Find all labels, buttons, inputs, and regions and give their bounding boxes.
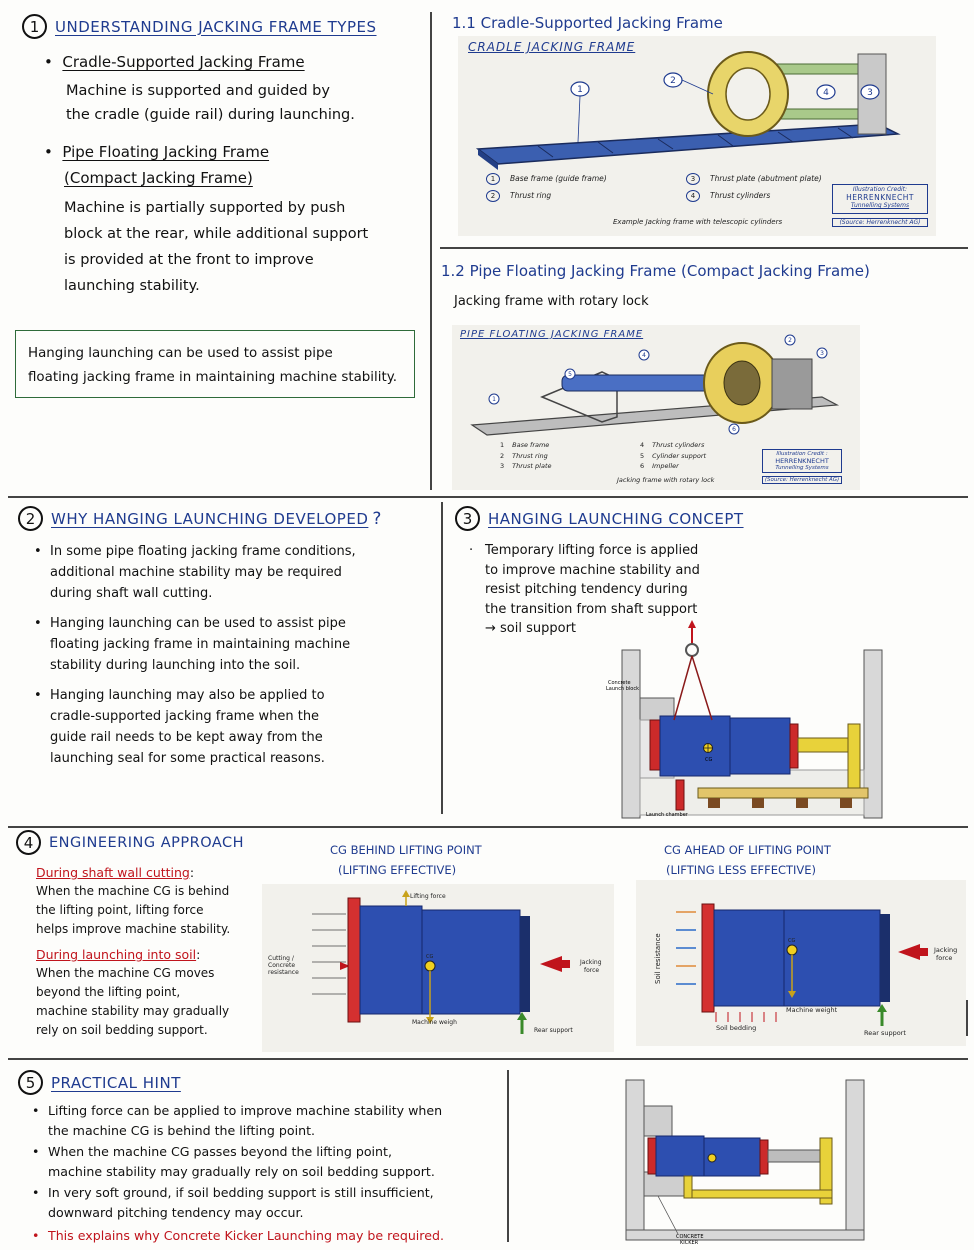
text-line: block at the rear, while additional support [64, 226, 369, 242]
cradle-figure [458, 36, 936, 236]
cg-label: CG [788, 938, 796, 944]
bullet-title: Cradle-Supported Jacking Frame [62, 53, 305, 71]
divider-v-mid [441, 502, 443, 814]
figure-a-title: CG BEHIND LIFTING POINT (LIFTING EFFECTIVE) [330, 843, 482, 877]
section-1 [22, 14, 422, 299]
rear-label: Rear support [534, 1027, 573, 1034]
credit-box: Illustration Credit: HERRENKNECHT Tunnelling Systems [832, 184, 928, 214]
weight-label: Machine weight [786, 1006, 838, 1014]
svg-text:6: 6 [732, 426, 736, 433]
lift-label: Lifting force [410, 893, 446, 900]
cg-label: CG [705, 757, 713, 763]
text-line: launching stability. [64, 278, 200, 294]
list-item: • In some pipe floating jacking frame conditions, additional machine stability may be required during shaft wall cutting. [34, 541, 438, 604]
divider-v-fig [966, 1000, 968, 1036]
legend-item: 4 Thrust cylinders [640, 441, 705, 449]
text-line: rely on soil bedding support. [36, 1023, 208, 1037]
legend [486, 170, 706, 204]
divider-h-bottom [8, 1058, 968, 1060]
text-line: machine stability may gradually [36, 1004, 230, 1018]
cut-label: Concrete [268, 962, 296, 969]
legend [500, 440, 552, 472]
legend-item: 4 Thrust cylinders [686, 187, 856, 204]
legend-item: 3 Thrust plate (abutment plate) [686, 170, 856, 187]
legend-item: 5 Cylinder support [640, 451, 707, 460]
section-number: 1 [22, 14, 47, 39]
text-line: Machine is partially supported by push [64, 200, 346, 216]
section-1-2-title: 1.2 Pipe Floating Jacking Frame (Compact Jacking Frame) [441, 262, 870, 280]
section-number: 5 [18, 1070, 43, 1095]
list-item: • Hanging launching may also be applied to cradle-supported jacking frame when the guide rail needs to be kept away from the launching seal for some practical reasons. [34, 685, 438, 769]
cradle-frame-drawing [458, 54, 936, 174]
cut-label: resistance [268, 969, 299, 976]
divider-h-top [8, 496, 968, 498]
section-title: PRACTICAL HINT [51, 1073, 181, 1092]
figure-a [262, 884, 614, 1052]
figure-b-title: CG AHEAD OF LIFTING POINT (LIFTING LESS EFFECTIVE) [664, 843, 831, 877]
note-line: Hanging launching can be used to assist pipe [28, 346, 333, 361]
floating-figure [452, 325, 860, 490]
jack-label: Jacking [580, 959, 602, 966]
bullet-list [34, 541, 438, 769]
text-line: the cradle (guide rail) during launching. [66, 107, 355, 123]
divider-h-mid [8, 826, 968, 828]
figure-caption: Jacking frame with rotary lock [617, 476, 715, 484]
text-line: helps improve machine stability. [36, 922, 231, 936]
bedding-label: Soil bedding [716, 1024, 757, 1032]
bullet-list [32, 1101, 508, 1246]
section-4-heading [16, 830, 266, 855]
kicker-launch-diagram [620, 1076, 870, 1246]
source-box: (Source: Herrenknecht AG) [762, 476, 842, 484]
text-line: beyond the lifting point, [36, 985, 181, 999]
legend-item: 1 Base frame [500, 441, 550, 449]
kicker-label: KICKER [680, 1240, 699, 1246]
svg-text:2: 2 [670, 76, 676, 86]
soil-resistance-label: Soil resistance [654, 933, 662, 984]
section-2-heading [18, 506, 438, 531]
note-box [15, 330, 415, 398]
chamber-label: Launch chamber [646, 812, 688, 818]
svg-text:4: 4 [823, 88, 829, 98]
svg-text:2: 2 [788, 337, 792, 344]
credit-box: Illustration Credit : HERRENKNECHT Tunnelling Systems [762, 449, 842, 473]
list-item: • Hanging launching can be used to assist pipe floating jacking frame in maintaining machine stability during launching into the soil. [34, 613, 438, 676]
section-5-heading [18, 1070, 508, 1095]
section-number: 3 [455, 506, 480, 531]
cut-label: Cutting / [268, 955, 294, 962]
bullet-floating: • Pipe Floating Jacking Frame [44, 143, 270, 161]
list-item-highlight: • This explains why Concrete Kicker Launching may be required. [32, 1226, 508, 1246]
svg-text:3: 3 [867, 88, 873, 98]
question-mark: ? [372, 508, 382, 529]
floating-frame-drawing [452, 337, 860, 437]
kicker-label: CONCRETE [676, 1234, 704, 1240]
figure-caption: Example Jacking frame with telescopic cylinders [613, 218, 783, 226]
section-5 [18, 1070, 508, 1246]
section-1-2-subtitle: Jacking frame with rotary lock [454, 294, 649, 309]
legend [640, 440, 706, 472]
section-title: UNDERSTANDING JACKING FRAME TYPES [55, 17, 377, 36]
list-item: • Lifting force can be applied to improve machine stability when the machine CG is behind the lifting point. [32, 1101, 508, 1140]
svg-text:5: 5 [568, 371, 572, 378]
section-3 [455, 506, 965, 639]
phase-heading: During launching into soil [36, 947, 197, 962]
bullet-subtitle: (Compact Jacking Frame) [64, 169, 253, 187]
concept-text: · Temporary lifting force is applied to improve machine stability and resist pitching tendency during the transition from shaft support → soil support [469, 543, 700, 636]
section-1-1-title: 1.1 Cradle-Supported Jacking Frame [452, 14, 723, 32]
bullet-cradle: • Cradle-Supported Jacking Frame [44, 53, 305, 71]
weight-label: Machine weigh [412, 1019, 457, 1026]
legend-item: 2 Thrust ring [500, 451, 548, 460]
legend-item: 1 Base frame (guide frame) [486, 170, 706, 187]
section-number: 4 [16, 830, 41, 855]
section-title: ENGINEERING APPROACH [49, 834, 245, 851]
hanging-launch-diagram [606, 620, 897, 820]
cg-ahead-diagram [636, 880, 966, 1046]
rear-label: Rear support [864, 1029, 906, 1037]
block-label: Concrete [608, 680, 631, 686]
bullet-title: Pipe Floating Jacking Frame [62, 143, 270, 161]
cg-behind-diagram [262, 884, 614, 1052]
block-label: Launch block [606, 686, 639, 692]
legend [686, 170, 856, 204]
svg-text:3: 3 [820, 350, 824, 357]
legend-item: 6 Impeller [640, 462, 679, 470]
section-3-heading [455, 506, 965, 531]
legend-item: 3 Thrust plate [500, 462, 552, 470]
jack-label: force [584, 967, 600, 974]
source-box: (Source: Herrenknecht AG) [832, 218, 928, 227]
text-line: the lifting point, lifting force [36, 903, 204, 917]
legend-item: 2 Thrust ring [486, 187, 706, 204]
svg-text:1: 1 [577, 85, 583, 95]
svg-text:1: 1 [492, 396, 496, 403]
section-title: HANGING LAUNCHING CONCEPT [488, 509, 744, 528]
phase-heading: During shaft wall cutting [36, 865, 190, 880]
section-1-heading [22, 14, 422, 39]
figure-b [636, 880, 966, 1046]
jack-label: Jacking [934, 946, 958, 954]
text-line: is provided at the front to improve [64, 252, 314, 268]
figure-title: CRADLE JACKING FRAME [468, 40, 636, 54]
text-line: When the machine CG moves [36, 966, 215, 980]
text-line: Machine is supported and guided by [66, 83, 330, 99]
section-2 [18, 506, 438, 769]
jack-label: force [936, 954, 953, 962]
divider-v-top [430, 12, 432, 490]
section-title: WHY HANGING LAUNCHING DEVELOPED [51, 509, 369, 528]
section-4: 4 ENGINEERING APPROACH During shaft wall cutting: When the machine CG is behind the lifting point, lifting force helps improve machine stability. During launching into soil: When the machine CG moves beyond the lifting point, machine stability may gradually rely on soil bedding support. [16, 830, 266, 1040]
figure-title: PIPE FLOATING JACKING FRAME [460, 329, 644, 340]
list-item: • In very soft ground, if soil bedding support is still insufficient, downward pitching tendency may occur. [32, 1183, 508, 1222]
section-number: 2 [18, 506, 43, 531]
note-line: floating jacking frame in maintaining machine stability. [28, 370, 397, 385]
divider-h-1-2 [440, 247, 968, 249]
list-item: • When the machine CG passes beyond the lifting point, machine stability may gradually rely on soil bedding support. [32, 1142, 508, 1181]
text-line: When the machine CG is behind [36, 884, 230, 898]
cg-label: CG [426, 954, 434, 960]
svg-text:4: 4 [642, 352, 646, 359]
